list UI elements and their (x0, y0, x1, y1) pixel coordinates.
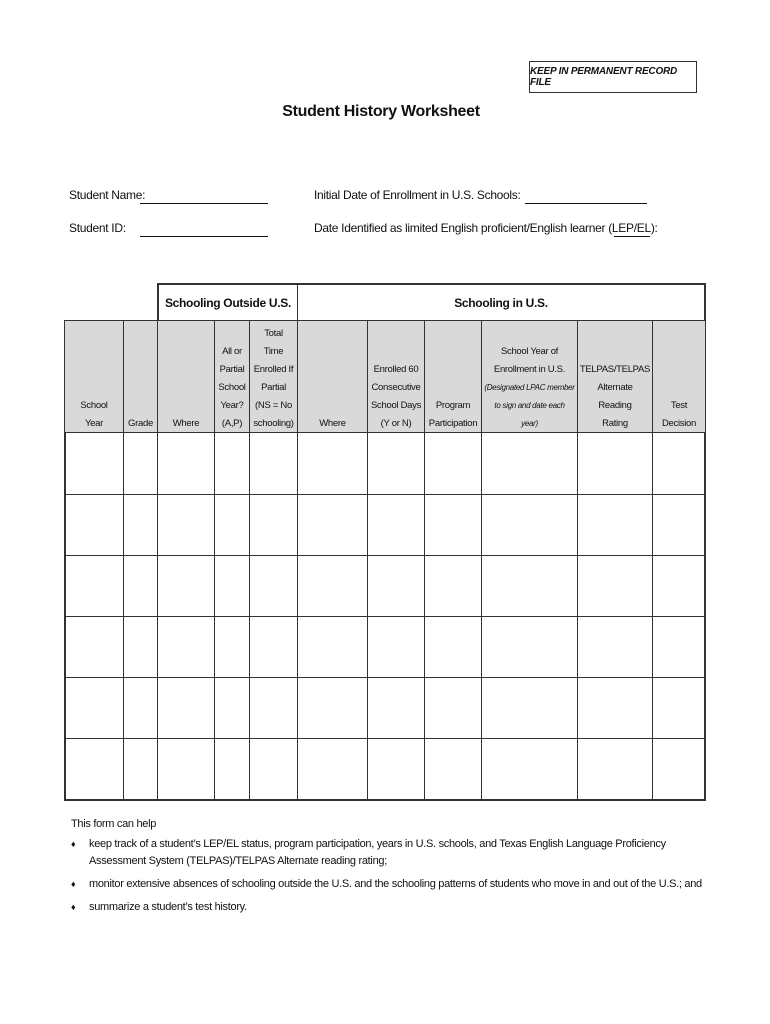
column-header-row (64, 320, 706, 433)
student-history-table (64, 283, 706, 801)
schooling-outside-us-header: Schooling Outside U.S. (157, 283, 298, 320)
bullet-icon: ♦ (71, 902, 76, 912)
page-title: Student History Worksheet (282, 103, 480, 120)
student-id-label: Student ID: (69, 221, 126, 235)
notes-intro: This form can help (71, 818, 157, 830)
column-total-time-enrolled: Total Time Enrolled If Partial (NS = No schooling) (250, 321, 298, 434)
record-file-label: KEEP IN PERMANENT RECORD FILE (529, 61, 697, 93)
column-test-decision: Test Decision (661, 400, 697, 429)
column-school-year: School Year (65, 321, 124, 434)
column-where-outside: Where (158, 321, 215, 434)
student-name-field[interactable] (140, 203, 268, 204)
initial-enrollment-date-field[interactable] (525, 203, 647, 204)
student-id-field[interactable] (140, 236, 268, 237)
column-enrolled-60-days: Enrolled 60 Consecutive School Days (Y or N) (368, 321, 425, 434)
column-grade: Grade (124, 321, 158, 434)
date-identified-field[interactable] (614, 236, 650, 237)
list-item: ♦ keep track of a student’s LEP/EL status, program participation, years in U.S. schools, and Texas English Language Proficiency Assessment System (TELPAS)/TELPAS Alternate reading rating; (71, 838, 666, 867)
column-all-or-partial: All or Partial School Year? (A,P) (215, 321, 250, 434)
table-row-divider (66, 494, 704, 495)
column-telpas-rating: TELPAS/TELPAS Alternate Reading Rating (578, 321, 653, 434)
date-identified-label: Date Identified as limited English proficient/English learner (LEP/EL): (314, 221, 658, 235)
table-row-divider (66, 555, 704, 556)
table-row-divider (66, 738, 704, 739)
table-row-divider (66, 616, 704, 617)
table-body[interactable] (64, 433, 706, 801)
notes-list (71, 836, 711, 916)
column-where-in-us: Where (298, 321, 368, 434)
list-item: ♦ monitor extensive absences of schooling outside the U.S. and the schooling patterns of students who move in and out of the U.S.; and (71, 876, 711, 893)
column-program-participation: Program Participation (425, 321, 482, 434)
notes-section (71, 818, 711, 922)
bullet-icon: ♦ (71, 839, 76, 849)
column-school-year-enrollment: School Year of Enrollment in U.S. (Designated LPAC member to sign and date each year) (482, 321, 578, 434)
student-name-label: Student Name: (69, 188, 146, 202)
table-row-divider (66, 677, 704, 678)
list-item: ♦ summarize a student’s test history. (71, 899, 711, 916)
schooling-in-us-header: Schooling in U.S. (297, 283, 706, 320)
bullet-icon: ♦ (71, 879, 76, 889)
initial-enrollment-date-label: Initial Date of Enrollment in U.S. Schools: (314, 188, 521, 202)
